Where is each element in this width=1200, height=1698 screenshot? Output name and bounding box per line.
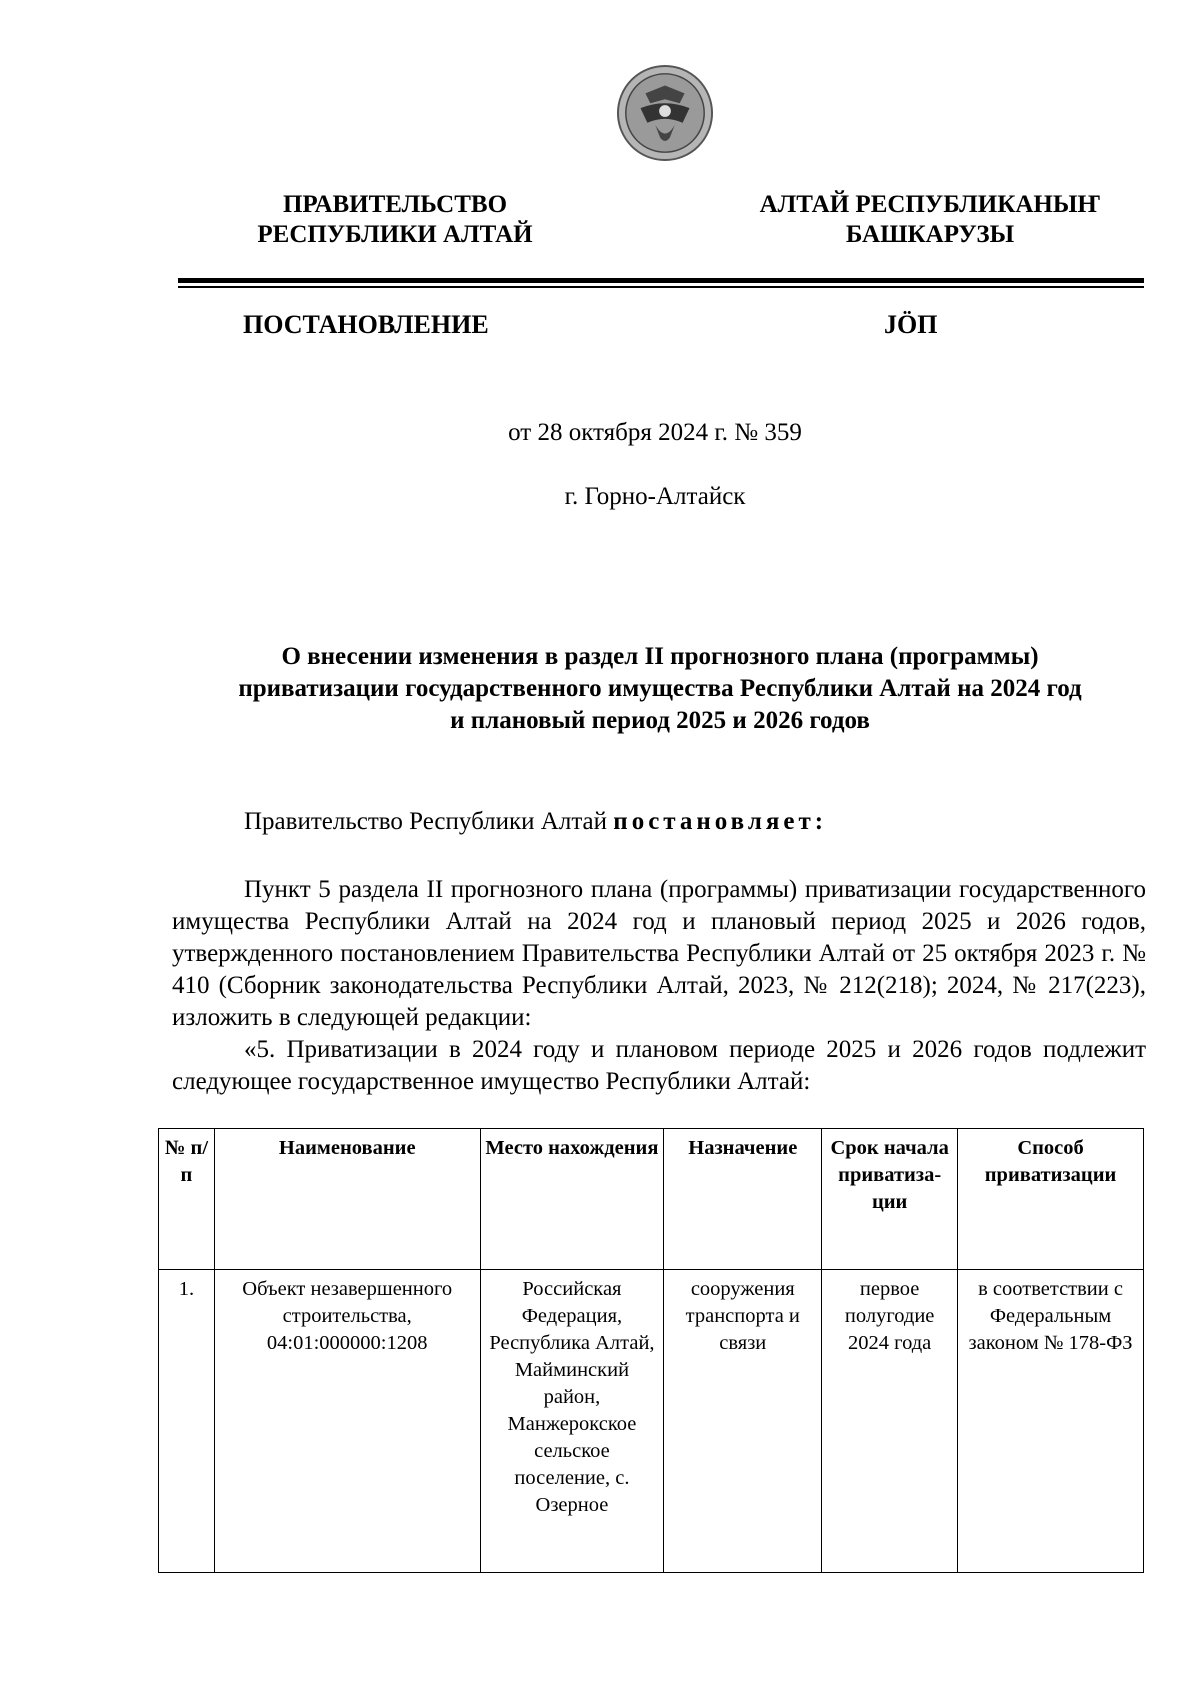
decree-date-number: от 28 октября 2024 г. № 359	[508, 419, 802, 446]
main-paragraph-text: Пункт 5 раздела II прогнозного плана (программы) приватизации государственного имущества Республики Алтай на 2024 год и плановый период 2025 и 2026 годов, утвержденного постановлением Правительства Республики Алтай от 25 октября 2023 г. № 410 (Сборник законодательства Республики Алтай, 2023, № 212(218); 2024, № 217(223), изложить в следующей редакции:	[172, 876, 1146, 1031]
title-line2: приватизации государственного имущества Республики Алтай на 2024 год	[238, 675, 1082, 702]
cell-location: Российская Федерация, Республика Алтай, Майминский район, Манжерокское сельское поселение, с. Озерное	[480, 1270, 664, 1573]
point-five-text: «5. Приватизации в 2024 году и плановом периоде 2025 и 2026 годов подлежит следующее государственное имущество Республики Алтай:	[172, 1036, 1146, 1095]
col-header-location: Место нахождения	[480, 1129, 664, 1270]
title-line3: и плановый период 2025 и 2026 годов	[450, 707, 870, 734]
col-header-name: Наименование	[214, 1129, 480, 1270]
header-divider-thick	[178, 278, 1144, 283]
header-divider-thin	[178, 286, 1144, 288]
col-header-term: Срок начала приватиза-ции	[822, 1129, 958, 1270]
privatization-table	[158, 1128, 1144, 1573]
document-title	[170, 641, 1150, 737]
table-row	[159, 1270, 1144, 1573]
gov-verb: постановляет:	[613, 808, 828, 835]
decree-type-russian: ПОСТАНОВЛЕНИЕ	[243, 310, 489, 339]
point-five-paragraph	[172, 1034, 1146, 1098]
table-header-row	[159, 1129, 1144, 1270]
cell-name: Объект незавершенного строительства, 04:01:000000:1208	[214, 1270, 480, 1573]
decree-type-altai: JӦП	[884, 310, 938, 339]
cell-num: 1.	[159, 1270, 215, 1573]
title-line1: О внесении изменения в раздел II прогнозного плана (программы)	[281, 643, 1039, 670]
coat-of-arms-emblem-icon	[616, 64, 714, 162]
header-right	[740, 190, 1120, 250]
main-paragraph	[172, 874, 1146, 1034]
col-header-method: Способ приватизации	[958, 1129, 1144, 1270]
gov-prefix: Правительство Республики Алтай	[244, 808, 608, 835]
col-header-purpose: Назначение	[664, 1129, 822, 1270]
cell-method: в соответствии с Федеральным законом № 178-ФЗ	[958, 1270, 1144, 1573]
cell-term: первое полугодие 2024 года	[822, 1270, 958, 1573]
decree-city: г. Горно-Алтайск	[564, 483, 746, 510]
header-left	[230, 190, 560, 250]
header-left-line1: ПРАВИТЕЛЬСТВО	[282, 191, 508, 218]
col-header-num: № п/п	[159, 1129, 215, 1270]
cell-purpose: сооружения транспорта и связи	[664, 1270, 822, 1573]
header-right-line2: БАШКАРУЗЫ	[845, 221, 1015, 248]
government-resolves-paragraph	[172, 806, 1146, 838]
header-left-line2: РЕСПУБЛИКИ АЛТАЙ	[257, 221, 533, 248]
header-right-line1: АЛТАЙ РЕСПУБЛИКАНЫҤ	[759, 191, 1101, 218]
